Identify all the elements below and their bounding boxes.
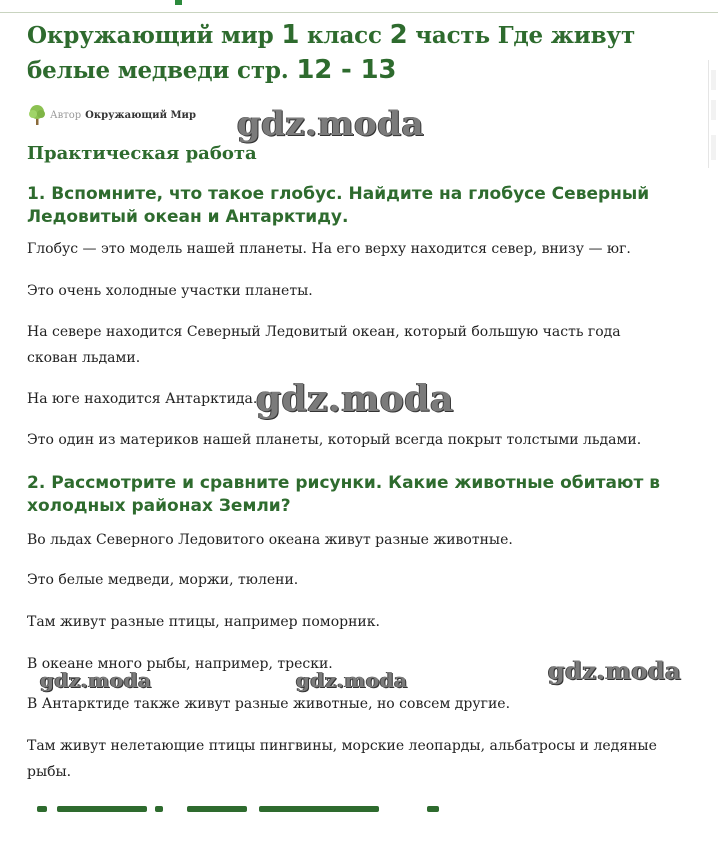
paragraph: Это очень холодные участки планеты. bbox=[27, 283, 313, 299]
page-title-block bbox=[27, 18, 687, 88]
paragraph: Это белые медведи, моржи, тюлени. bbox=[27, 572, 299, 588]
paragraph: Во льдах Северного Ледовитого океана живут разные животные. bbox=[27, 532, 513, 548]
paragraph: Там живут нелетающие птицы пингвины, морские леопарды, альбатросы и ледяные рыбы. bbox=[27, 738, 657, 780]
watermark: gdz.moda bbox=[296, 668, 408, 692]
paragraph: На севере находится Северный Ледовитый океан, который большую часть года скован льдами. bbox=[27, 324, 621, 366]
author-label: Автор bbox=[50, 109, 82, 121]
side-scroll-strip bbox=[708, 60, 718, 168]
author-meta bbox=[27, 103, 196, 127]
watermark: gdz.moda bbox=[237, 104, 425, 144]
paragraph: В Антарктиде также живут разные животные, но совсем другие. bbox=[27, 696, 511, 712]
page-title: Окружающий мир 1 класс 2 часть Где живут белые медведи стр. 12 - 13 bbox=[27, 20, 635, 85]
tree-icon bbox=[27, 104, 47, 126]
watermark: gdz.moda bbox=[40, 668, 152, 692]
question-title: 1. Вспомните, что такое глобус. Найдите на глобусе Северный Ледовитый океан и Антарктиду. bbox=[27, 184, 650, 227]
paragraph: Это один из материков нашей планеты, который всегда покрыт толстыми льдами. bbox=[27, 432, 642, 448]
watermark: gdz.moda bbox=[548, 656, 682, 685]
paragraph: Там живут разные птицы, например поморник. bbox=[27, 614, 380, 630]
paragraph: Глобус — это модель нашей планеты. На его верху находится север, внизу — юг. bbox=[27, 241, 631, 257]
author-name[interactable]: Окружающий Мир bbox=[85, 109, 196, 121]
cutoff-heading-fragment bbox=[27, 798, 457, 814]
section-title: Практическая работа bbox=[27, 143, 257, 164]
paragraph: На юге находится Антарктида. bbox=[27, 391, 258, 407]
watermark: gdz.moda bbox=[256, 378, 454, 420]
paragraph: В океане много рыбы, например, трески. bbox=[27, 656, 333, 672]
top-accent-mark bbox=[175, 0, 182, 5]
question-title: 2. Рассмотрите и сравните рисунки. Какие животные обитают в холодных районах Земли? bbox=[27, 473, 660, 516]
top-bar bbox=[0, 0, 718, 13]
